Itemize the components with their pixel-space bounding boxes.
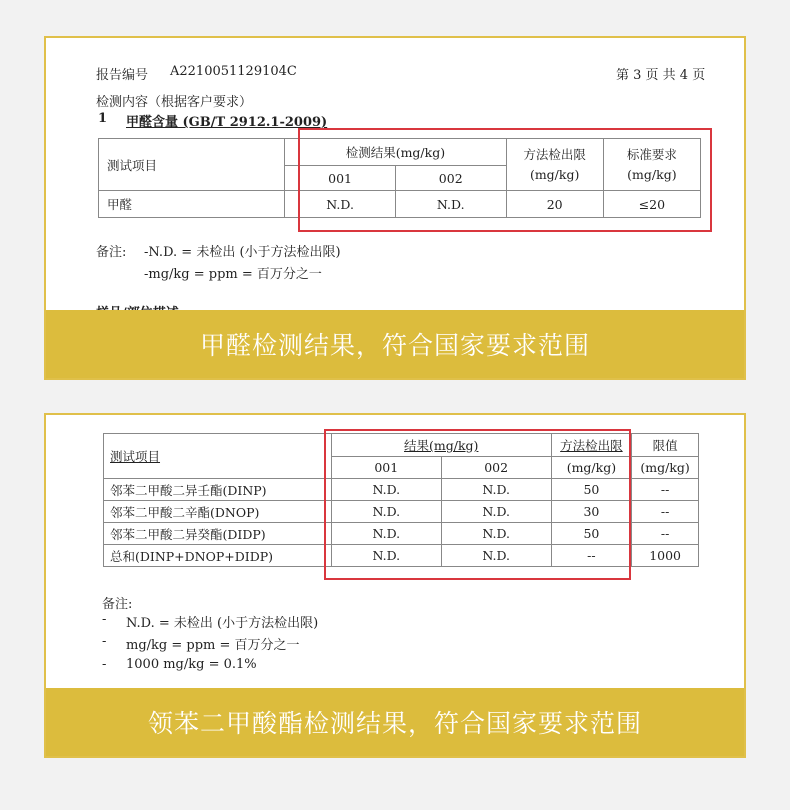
note-label: 备注: xyxy=(102,597,133,612)
note-percent: 1000 mg/kg = 0.1% xyxy=(126,657,257,672)
limit-cell: -- xyxy=(632,501,699,523)
method-limit-cell: 30 xyxy=(551,501,632,523)
limit-cell: -- xyxy=(632,479,699,501)
phthalate-report-panel xyxy=(44,413,746,758)
col-std-label: 标准要求 xyxy=(626,146,677,162)
item-cell: 邻苯二甲酸二异壬酯(DINP) xyxy=(104,479,332,501)
limit-cell: -- xyxy=(632,523,699,545)
result-001-cell: N.D. xyxy=(331,523,441,545)
formaldehyde-banner: 甲醛检测结果，符合国家要求范围 xyxy=(46,310,744,378)
section-title: 甲醛含量 (GB/T 2912.1-2009) xyxy=(126,115,328,130)
result-002-cell: N.D. xyxy=(441,479,551,501)
note-ppm: mg/kg = ppm = 百万分之一 xyxy=(126,638,300,653)
col-limit-header: 限值 xyxy=(632,434,699,457)
sample-001-header: 001 xyxy=(285,166,396,191)
phthalate-banner: 领苯二甲酸酯检测结果，符合国家要求范围 xyxy=(46,688,744,756)
note-bullet: - xyxy=(102,612,107,627)
note-label: 备注: xyxy=(96,245,127,260)
col-std-unit: (mg/kg) xyxy=(627,166,677,182)
col-limit-unit: (mg/kg) xyxy=(632,457,699,479)
note-ppm: -mg/kg = ppm = 百万分之一 xyxy=(144,267,322,282)
col-method-unit: (mg/kg) xyxy=(551,457,632,479)
result-highlight-box xyxy=(298,128,712,232)
report-number-label: 报告编号 xyxy=(96,68,149,83)
section-number: 1 xyxy=(98,111,108,126)
note-nd: N.D. = 未检出 (小于方法检出限) xyxy=(126,616,319,631)
limit-cell: 1000 xyxy=(632,545,699,567)
result-002-cell: N.D. xyxy=(395,191,506,218)
formaldehyde-report-panel xyxy=(44,36,746,380)
item-cell: 总和(DINP+DNOP+DIDP) xyxy=(104,545,332,567)
result-002-cell: N.D. xyxy=(441,501,551,523)
sample-001-header: 001 xyxy=(331,457,441,479)
result-001-cell: N.D. xyxy=(331,479,441,501)
result-001-cell: N.D. xyxy=(331,545,441,567)
standard-cell: ≤20 xyxy=(603,191,700,218)
test-content-label: 检测内容（根据客户要求） xyxy=(96,95,253,110)
col-item-header: 测试项目 xyxy=(99,139,285,191)
method-limit-cell: 20 xyxy=(506,191,603,218)
result-001-cell: N.D. xyxy=(331,501,441,523)
method-limit-cell: 50 xyxy=(551,479,632,501)
item-cell: 邻苯二甲酸二异癸酯(DIDP) xyxy=(104,523,332,545)
method-limit-cell: 50 xyxy=(551,523,632,545)
method-limit-cell: -- xyxy=(551,545,632,567)
result-highlight-box xyxy=(324,429,631,580)
col-method-label: 方法检出限 xyxy=(560,438,623,453)
sample-002-header: 002 xyxy=(395,166,506,191)
item-cell: 邻苯二甲酸二辛酯(DNOP) xyxy=(104,501,332,523)
col-method-unit: (mg/kg) xyxy=(529,166,580,182)
sample-002-header: 002 xyxy=(441,457,551,479)
note-bullet: - xyxy=(102,657,107,672)
result-001-cell: N.D. xyxy=(285,191,396,218)
result-002-cell: N.D. xyxy=(441,545,551,567)
note-bullet: - xyxy=(102,634,107,649)
page-info: 第 3 页 共 4 页 xyxy=(616,68,706,83)
col-result-label: 结果(mg/kg) xyxy=(404,438,479,453)
col-result-header: 检测结果(mg/kg) xyxy=(285,139,506,166)
report-number: A2210051129104C xyxy=(170,64,297,79)
result-002-cell: N.D. xyxy=(441,523,551,545)
item-cell: 甲醛 xyxy=(99,191,285,218)
col-item-header xyxy=(104,434,332,479)
col-method-label: 方法检出限 xyxy=(523,146,586,162)
col-item-label: 测试项目 xyxy=(110,449,161,464)
note-nd: -N.D. = 未检出 (小于方法检出限) xyxy=(144,245,341,260)
